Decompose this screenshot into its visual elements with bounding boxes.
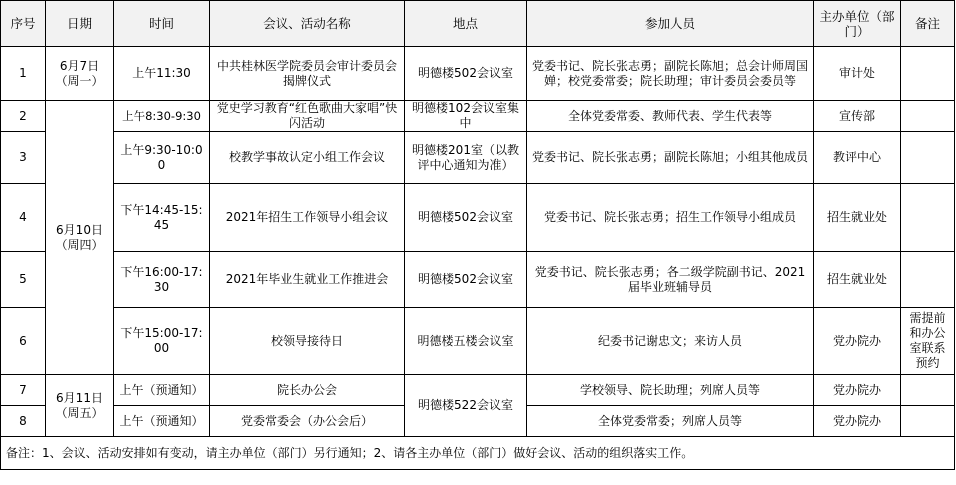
cell-host: 教评中心 [814, 132, 901, 184]
cell-place: 明德楼502会议室 [405, 184, 527, 252]
cell-name: 校教学事故认定小组工作会议 [210, 132, 405, 184]
cell-time: 上午（预通知） [114, 406, 210, 437]
header-host: 主办单位（部门） [814, 1, 901, 47]
table-row [1, 101, 955, 132]
cell-name: 中共桂林医学院委员会审计委员会揭牌仪式 [210, 47, 405, 101]
table-row [1, 375, 955, 406]
header-row [1, 1, 955, 47]
header-remark: 备注 [901, 1, 955, 47]
cell-remark [901, 375, 955, 406]
cell-host: 招生就业处 [814, 252, 901, 308]
footer-note: 备注：1、会议、活动安排如有变动，请主办单位（部门）另行通知；2、请各主办单位（部门）做好会议、活动的组织落实工作。 [1, 437, 955, 470]
cell-place: 明德楼502会议室 [405, 47, 527, 101]
footer-row [1, 437, 955, 470]
cell-no: 2 [1, 101, 46, 132]
cell-people: 党委书记、院长张志勇；招生工作领导小组成员 [527, 184, 814, 252]
cell-remark [901, 101, 955, 132]
cell-time: 下午15:00-17:00 [114, 308, 210, 375]
cell-time: 上午8:30-9:30 [114, 101, 210, 132]
cell-remark [901, 132, 955, 184]
cell-no: 4 [1, 184, 46, 252]
header-name: 会议、活动名称 [210, 1, 405, 47]
cell-people: 党委书记、院长张志勇；副院长陈旭；小组其他成员 [527, 132, 814, 184]
cell-no: 6 [1, 308, 46, 375]
cell-no: 7 [1, 375, 46, 406]
cell-people: 学校领导、院长助理；列席人员等 [527, 375, 814, 406]
cell-time: 上午9:30-10:00 [114, 132, 210, 184]
header-place: 地点 [405, 1, 527, 47]
cell-people: 全体党委常委、教师代表、学生代表等 [527, 101, 814, 132]
cell-people: 党委书记、院长张志勇；副院长陈旭；总会计师周国婵；校党委常委；院长助理；审计委员会委员等 [527, 47, 814, 101]
cell-name: 2021年招生工作领导小组会议 [210, 184, 405, 252]
cell-people: 党委书记、院长张志勇；各二级学院副书记、2021届毕业班辅导员 [527, 252, 814, 308]
cell-time: 上午（预通知） [114, 375, 210, 406]
cell-name: 党史学习教育“红色歌曲大家唱”快闪活动 [210, 101, 405, 132]
cell-people: 全体党委常委；列席人员等 [527, 406, 814, 437]
cell-name: 2021年毕业生就业工作推进会 [210, 252, 405, 308]
cell-host: 宣传部 [814, 101, 901, 132]
table-row [1, 47, 955, 101]
cell-remark [901, 184, 955, 252]
cell-date: 6月11日（周五） [46, 375, 114, 437]
cell-remark [901, 406, 955, 437]
header-date: 日期 [46, 1, 114, 47]
cell-time: 上午11:30 [114, 47, 210, 101]
cell-time: 下午14:45-15:45 [114, 184, 210, 252]
cell-place: 明德楼502会议室 [405, 252, 527, 308]
cell-place: 明德楼522会议室 [405, 375, 527, 437]
cell-remark [901, 252, 955, 308]
header-no: 序号 [1, 1, 46, 47]
cell-no: 1 [1, 47, 46, 101]
cell-remark: 需提前和办公室联系预约 [901, 308, 955, 375]
cell-remark [901, 47, 955, 101]
header-time: 时间 [114, 1, 210, 47]
header-people: 参加人员 [527, 1, 814, 47]
table-row [1, 184, 955, 252]
cell-host: 党办院办 [814, 375, 901, 406]
cell-host: 党办院办 [814, 308, 901, 375]
cell-host: 党办院办 [814, 406, 901, 437]
cell-no: 3 [1, 132, 46, 184]
cell-name: 院长办公会 [210, 375, 405, 406]
cell-host: 审计处 [814, 47, 901, 101]
cell-no: 8 [1, 406, 46, 437]
cell-no: 5 [1, 252, 46, 308]
table-row [1, 252, 955, 308]
cell-place: 明德楼201室（以教评中心通知为准） [405, 132, 527, 184]
cell-host: 招生就业处 [814, 184, 901, 252]
cell-place: 明德楼102会议室集中 [405, 101, 527, 132]
table-row [1, 308, 955, 375]
cell-date: 6月10日（周四） [46, 101, 114, 375]
cell-name: 党委常委会（办公会后） [210, 406, 405, 437]
cell-time: 下午16:00-17:30 [114, 252, 210, 308]
cell-people: 纪委书记谢忠文；来访人员 [527, 308, 814, 375]
cell-name: 校领导接待日 [210, 308, 405, 375]
table-row [1, 132, 955, 184]
cell-date: 6月7日（周一） [46, 47, 114, 101]
cell-place: 明德楼五楼会议室 [405, 308, 527, 375]
